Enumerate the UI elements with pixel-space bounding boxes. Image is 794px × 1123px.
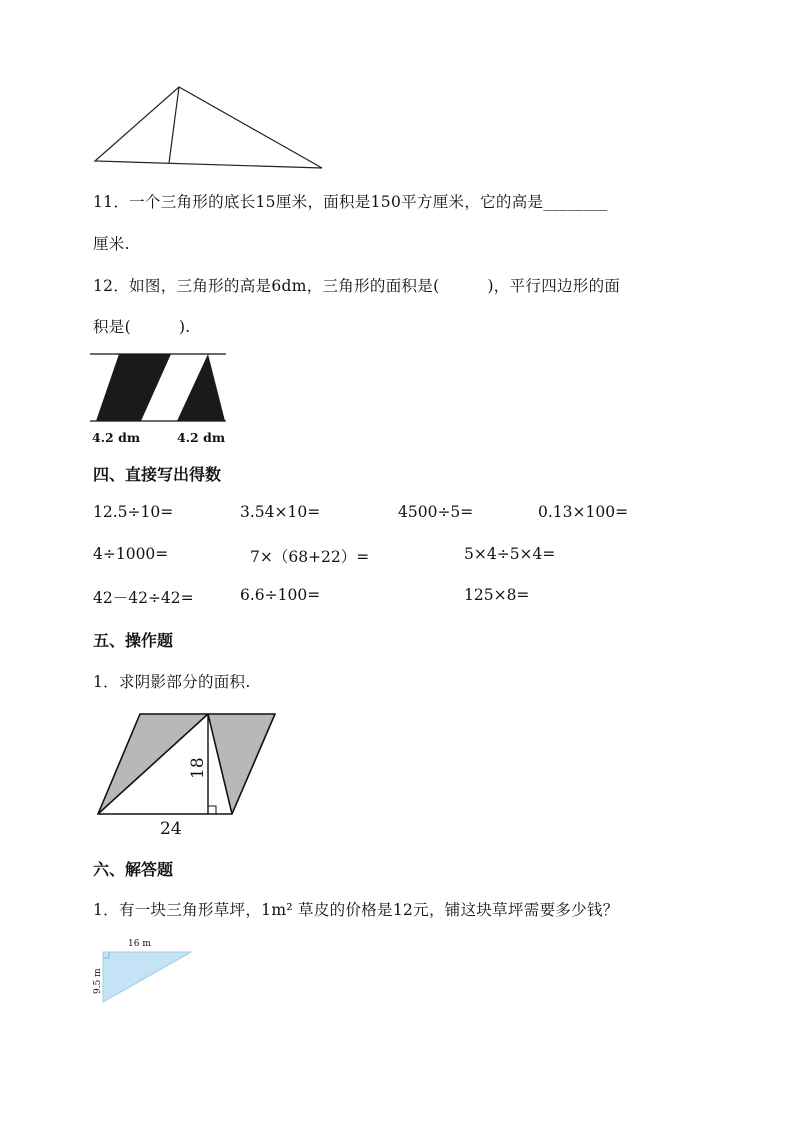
question-12-part-b: )，平行四边形的面 xyxy=(487,277,621,295)
calc-item: 6.6÷100= xyxy=(240,586,321,604)
shaded-right-triangle xyxy=(208,714,275,814)
question-12-part-c: 积是( xyxy=(93,318,131,336)
shaded-parallelogram-figure xyxy=(92,707,282,840)
calc-item: 125×8= xyxy=(464,586,530,604)
calc-item: 0.13×100= xyxy=(538,503,629,521)
section-6-question-1: 1．有一块三角形草坪，1m² 草皮的价格是12元，铺这块草坪需要多少钱？ xyxy=(93,901,619,919)
triangle-with-height-figure xyxy=(88,72,333,174)
calc-item: 12.5÷10= xyxy=(93,503,174,521)
black-triangle xyxy=(177,354,225,421)
calc-item: 5×4÷5×4= xyxy=(464,545,556,563)
right-angle-mark xyxy=(208,806,216,814)
calc-item: 42－42÷42= xyxy=(93,589,194,607)
triangle-height-line xyxy=(169,87,179,163)
lawn-right-triangle xyxy=(103,952,191,1002)
question-12-part-a: 12．如图，三角形的高是6dm，三角形的面积是( xyxy=(93,277,440,295)
question-12-line-2 xyxy=(93,315,191,337)
section-4-title: 四、直接写出得数 xyxy=(93,465,222,484)
side-length-label: 9.5 m xyxy=(93,968,103,994)
question-11-continuation: 厘米. xyxy=(93,235,130,253)
top-length-label: 16 m xyxy=(128,939,151,949)
base-label: 24 xyxy=(160,819,182,839)
lawn-triangle-figure xyxy=(88,932,198,1010)
section-5-title: 五、操作题 xyxy=(93,631,174,650)
section-5-question-1: 1．求阴影部分的面积. xyxy=(93,673,251,691)
calc-item: 3.54×10= xyxy=(240,503,321,521)
calc-item: 7×（68+22）= xyxy=(250,548,370,566)
label-left-base: 4.2 dm xyxy=(92,430,141,445)
triangle-outline xyxy=(95,87,322,168)
label-right-base: 4.2 dm xyxy=(177,430,226,445)
black-parallelogram xyxy=(96,354,171,421)
section-6-title: 六、解答题 xyxy=(93,860,174,879)
height-label: 18 xyxy=(188,757,208,779)
question-12-part-d: ). xyxy=(178,318,191,336)
question-12-line-1 xyxy=(93,274,620,296)
calc-item: 4÷1000= xyxy=(93,545,169,563)
calc-item: 4500÷5= xyxy=(398,503,474,521)
question-11-text: 11．一个三角形的底长15厘米，面积是150平方厘米，它的高是________ xyxy=(93,193,608,211)
parallelogram-triangle-figure xyxy=(88,345,233,448)
